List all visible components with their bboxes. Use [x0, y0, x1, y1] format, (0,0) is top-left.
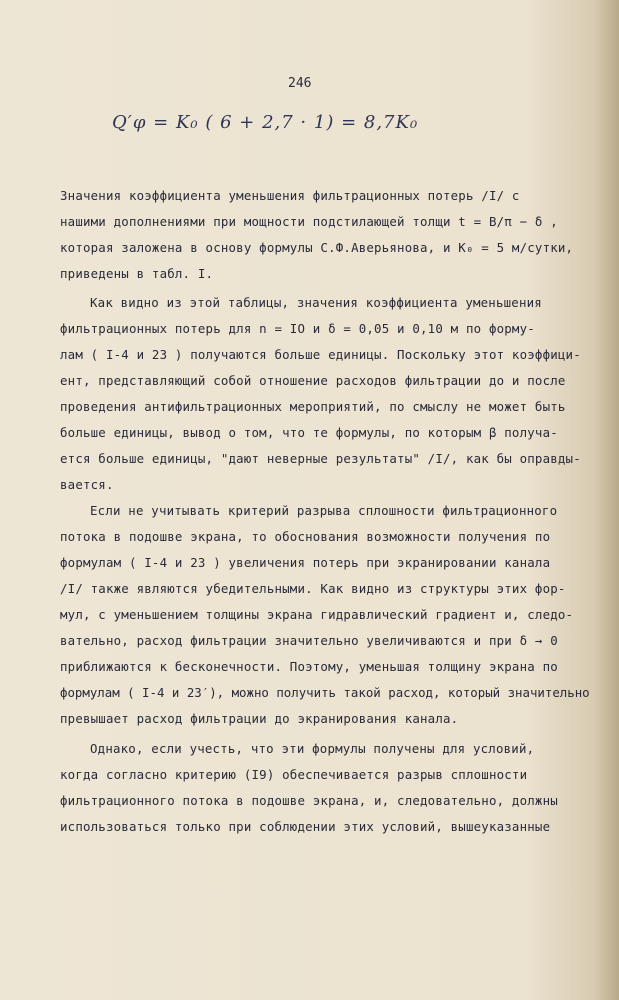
formula: Q′φ = K₀ ( 6 + 2,7 · 1) = 8,7K₀ [112, 112, 419, 133]
text-line: когда согласно критерию (I9) обеспечивается разрыв сплошности [60, 767, 528, 782]
text-line: Если не учитывать критерий разрыва сплошности фильтрационного [90, 503, 558, 518]
text-line: приближаются к бесконечности. Поэтому, уменьшая толщину экрана по [60, 659, 558, 674]
text-line: Как видно из этой таблицы, значения коэффициента уменьшения [90, 295, 542, 310]
text-line: вательно, расход фильтрации значительно увеличиваются и при δ → 0 [60, 633, 558, 648]
text-line: больше единицы, вывод о том, что те формулы, по которым β получа- [60, 425, 558, 440]
text-line: фильтрационного потока в подошве экрана, и, следовательно, должны [60, 793, 558, 808]
text-line: использоваться только при соблюдении этих условий, вышеуказанные [60, 819, 551, 834]
text-line: Однако, если учесть, что эти формулы получены для условий, [90, 741, 535, 756]
page-number: 246 [288, 76, 312, 91]
text-line: проведения антифильтрационных мероприятий, по смыслу не может быть [60, 399, 566, 414]
text-line: /I/ также являются убедительными. Как видно из структуры этих фор- [60, 581, 566, 596]
text-line: лам ( I-4 и 23 ) получаются больше единицы. Поскольку этот коэффици- [60, 347, 581, 362]
text-line: нашими дополнениями при мощности подстилающей толщи t = B/π − δ , [60, 214, 558, 229]
text-line: ент, представляющий собой отношение расходов фильтрации до и после [60, 373, 566, 388]
text-line: которая заложена в основу формулы С.Ф.Аверьянова, и К₀ = 5 м/сутки, [60, 240, 574, 255]
text-line: формулам ( I-4 и 23′), можно получить такой расход, который значительно [60, 685, 590, 700]
text-line: приведены в табл. I. [60, 266, 214, 281]
text-line: вается. [60, 477, 114, 492]
text-line: потока в подошве экрана, то обоснования возможности получения по [60, 529, 551, 544]
text-line: мул, с уменьшением толщины экрана гидравлический градиент и, следо- [60, 607, 574, 622]
text-line: превышает расход фильтрации до экранирования канала. [60, 711, 459, 726]
text-line: Значения коэффициента уменьшения фильтрационных потерь /I/ с [60, 188, 520, 203]
text-line: фильтрационных потерь для n = IO и δ = 0,05 и 0,10 м по форму- [60, 321, 535, 336]
text-line: ется больше единицы, "дают неверные результаты" /I/, как бы оправды- [60, 451, 581, 466]
text-line: формулам ( I-4 и 23 ) увеличения потерь при экранировании канала [60, 555, 551, 570]
